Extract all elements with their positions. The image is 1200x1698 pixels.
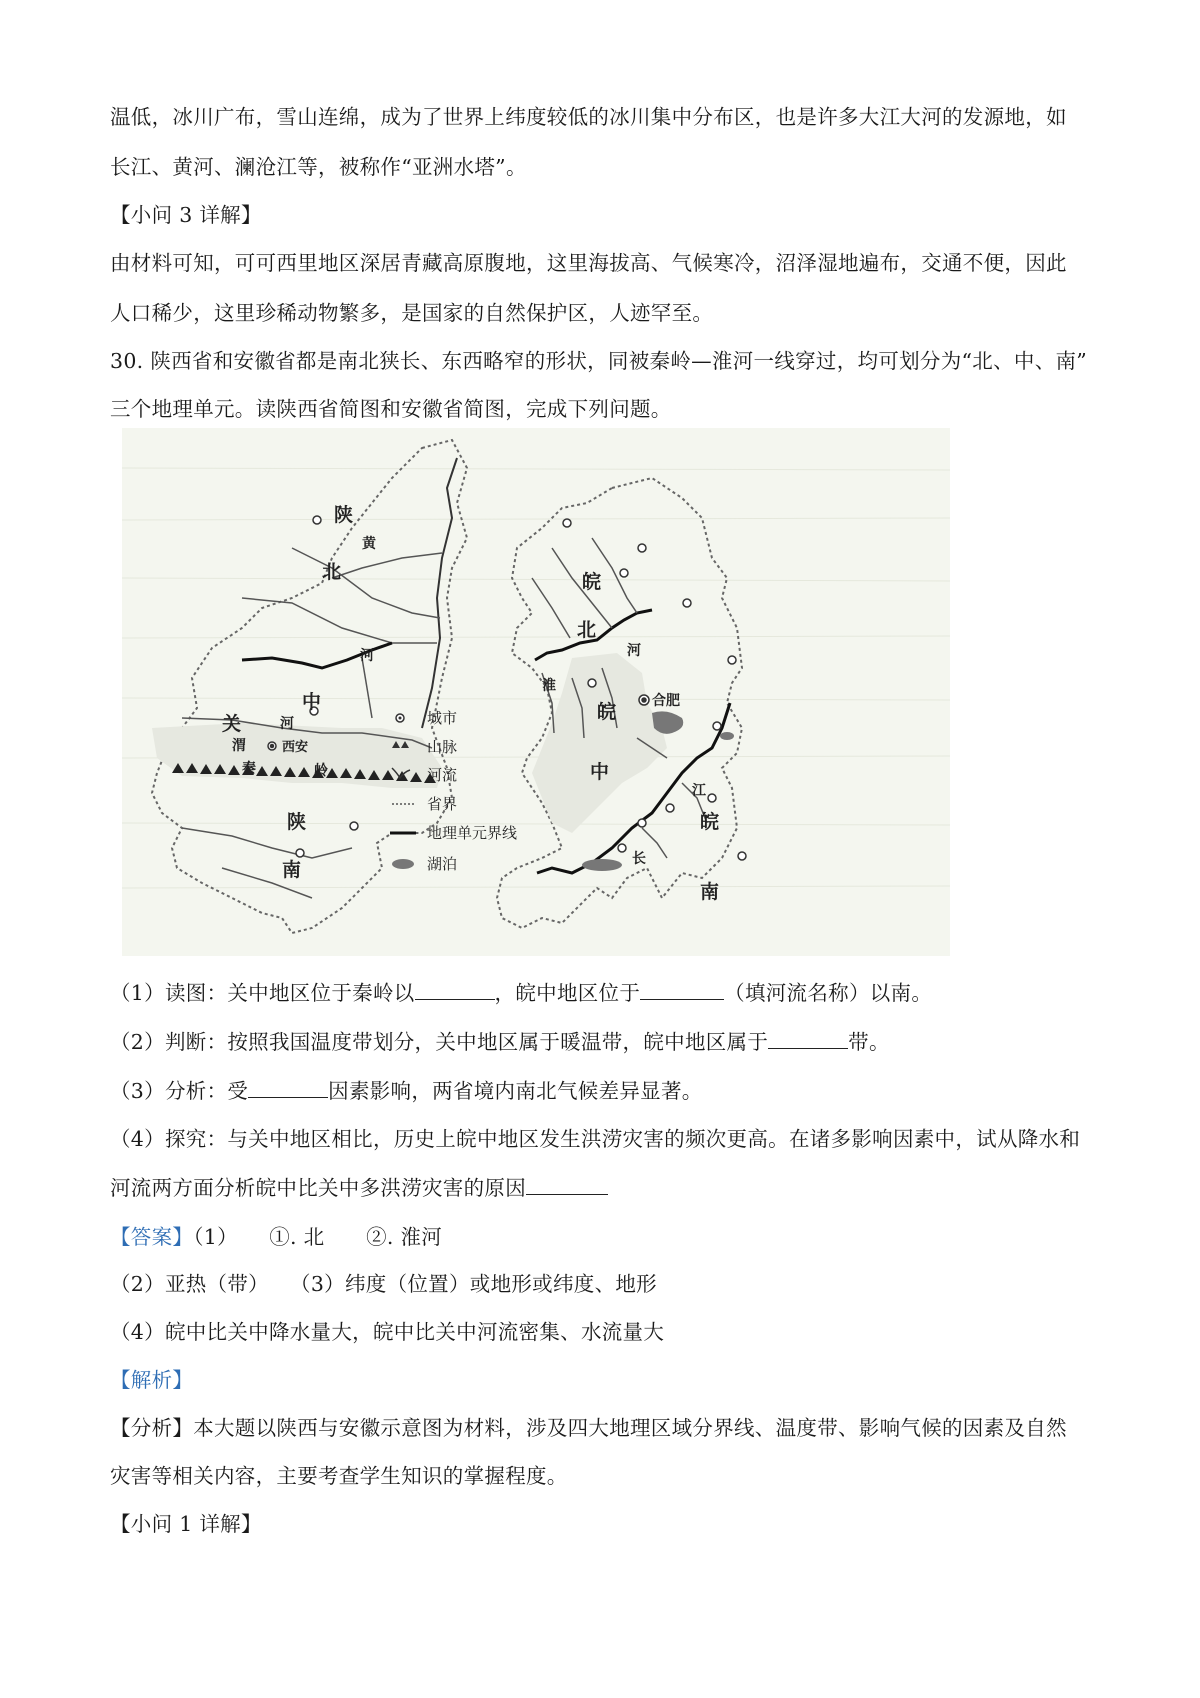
map-label: 秦: [242, 761, 256, 777]
answer-blank: [526, 1176, 608, 1195]
map-label: 北: [577, 619, 597, 641]
answer-line: （4）皖中比关中降水量大，皖中比关中河流密集、水流量大: [110, 1320, 665, 1344]
answer-blank: [248, 1079, 328, 1098]
lake: [582, 859, 622, 871]
map-label: 西安: [282, 740, 309, 755]
legend-province-boundary: 省界: [427, 795, 458, 813]
sub-question-4: （4）探究：与关中地区相比，历史上皖中地区发生洪涝灾害的频次更高。在诸多影响因素中，试从降水和: [110, 1127, 1081, 1151]
map-label: 皖: [700, 811, 720, 833]
legend-city: 城市: [427, 709, 458, 727]
answer-blank: [640, 981, 724, 1000]
map-label: 南: [700, 881, 720, 903]
map-label: 河: [360, 648, 374, 664]
legend-river: 河流: [427, 766, 458, 784]
map-label: 陕: [334, 504, 354, 526]
answer-blank: [415, 981, 495, 1000]
map-label: 江: [692, 783, 706, 799]
section-heading: 【小问 1 详解】: [110, 1512, 262, 1536]
map-label: 岭: [314, 763, 328, 779]
analysis-line: 【分析】本大题以陕西与安徽示意图为材料，涉及四大地理区域分界线、温度带、影响气候的因素及自然: [110, 1416, 1067, 1440]
map-label: 皖: [582, 571, 602, 593]
question-30-line: 30. 陕西省和安徽省都是南北狭长、东西略窄的形状，同被秦岭—淮河一线穿过，均可划分为“北、中、南”: [110, 349, 1088, 373]
answer-blank: [768, 1030, 848, 1049]
map-label: 皖: [597, 701, 617, 723]
legend-geo-unit-boundary: 地理单元界线: [427, 824, 518, 842]
question-30-line: 三个地理单元。读陕西省简图和安徽省简图，完成下列问题。: [110, 397, 672, 421]
answer-label: 【答案】: [110, 1225, 194, 1249]
map-label: 中: [590, 761, 610, 783]
sub-question-1: （1）读图：关中地区位于秦岭以 ，皖中地区位于 （填河流名称）以南。: [110, 981, 933, 1005]
lake: [720, 732, 734, 740]
map-label: 渭: [232, 738, 246, 754]
map-label: 淮: [542, 678, 556, 694]
map-label: 河: [627, 643, 641, 659]
sub-question-3: （3）分析：受 因素影响，两省境内南北气候差异显著。: [110, 1079, 703, 1103]
sub-question-2: （2）判断：按照我国温度带划分，关中地区属于暖温带，皖中地区属于 带。: [110, 1030, 890, 1054]
paragraph-line: 温低，冰川广布，雪山连绵，成为了世界上纬度较低的冰川集中分布区，也是许多大江大河的发源地，如: [110, 105, 1067, 129]
analysis-line: 灾害等相关内容，主要考查学生知识的掌握程度。: [110, 1464, 568, 1488]
answer-line: （2）亚热（带） （3）纬度（位置）或地形或纬度、地形: [110, 1272, 657, 1296]
answer-line: 【答案】（1） ①. 北 ②. 淮河: [110, 1225, 443, 1249]
section-heading: 【小问 3 详解】: [110, 203, 262, 227]
map-label: 河: [280, 716, 294, 732]
map-label: 关: [222, 713, 242, 735]
paragraph-line: 长江、黄河、澜沧江等，被称作“亚洲水塔”。: [110, 155, 527, 179]
analysis-label: 【解析】: [110, 1368, 194, 1392]
paragraph-line: 由材料可知，可可西里地区深居青藏高原腹地，这里海拔高、气候寒冷，沼泽湿地遍布，交通不便，因此: [110, 251, 1067, 275]
map-label: 中: [302, 691, 322, 713]
map-label: 北: [322, 561, 342, 583]
map-label: 合肥: [652, 693, 680, 709]
map-label: 黄: [362, 536, 376, 552]
map-label: 南: [282, 859, 302, 881]
paragraph-line: 人口稀少，这里珍稀动物繁多，是国家的自然保护区，人迹罕至。: [110, 301, 714, 325]
map-label: 长: [632, 851, 646, 867]
legend-lake: 湖泊: [427, 855, 458, 873]
map-label: 陕: [287, 811, 307, 833]
province-map-figure: [122, 428, 950, 956]
sub-question-4: 河流两方面分析皖中比关中多洪涝灾害的原因: [110, 1171, 608, 1201]
legend-mountain: 山脉: [427, 738, 458, 756]
